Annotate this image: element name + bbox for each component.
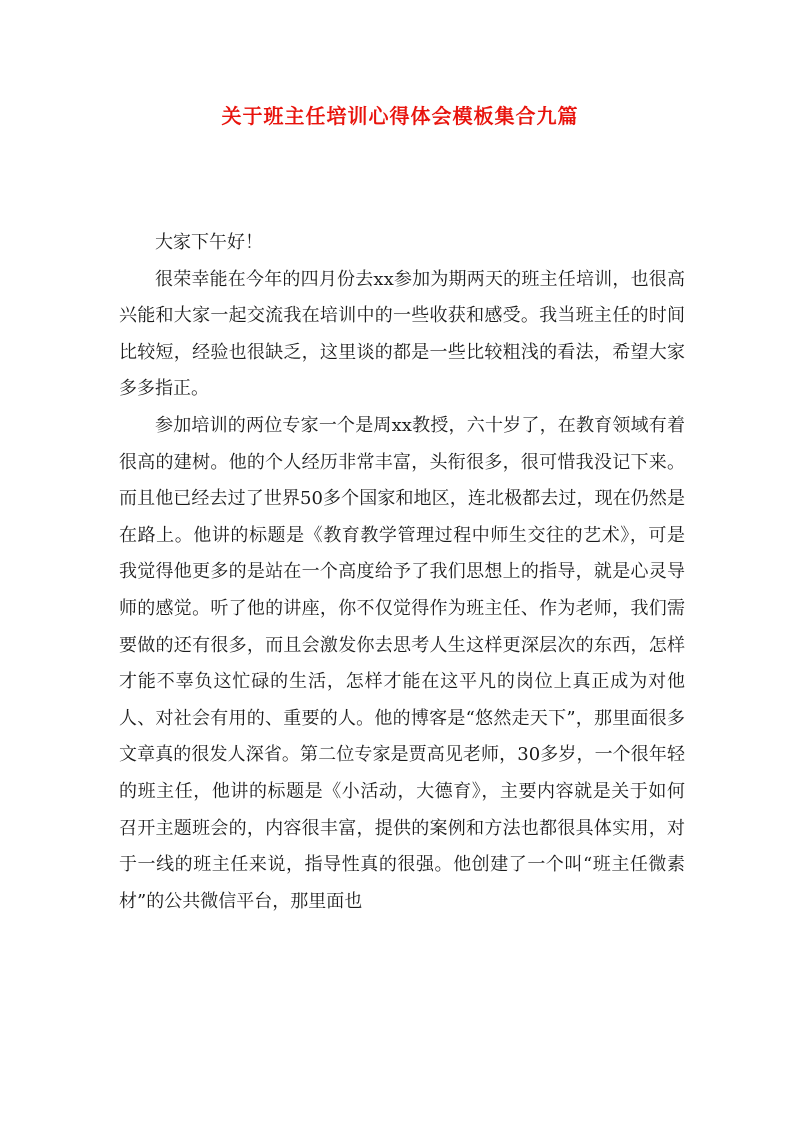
paragraph-2: 参加培训的两位专家一个是周xx教授，六十岁了，在教育领域有着很高的建树。他的个人经历非常丰富，头衔很多，很可惜我没记下来。而且他已经去过了世界50多个国家和地区，连北极都去过，现在仍然是在路上。他讲的标题是《教育教学管理过程中师生交往的艺术》，可是我觉得他更多的是站在一个高度给予了我们思想上的指导，就是心灵导师的感觉。听了他的讲座，你不仅觉得作为班主任、作为老师，我们需要做的还有很多，而且会激发你去思考人生这样更深层次的东西，怎样才能不辜负这忙碌的生活，怎样才能在这平凡的岗位上真正成为对他人、对社会有用的、重要的人。他的博客是“悠然走天下”，那里面很多文章真的很发人深省。第二位专家是贾高见老师，30多岁，一个很年轻的班主任，他讲的标题是《小活动，大德育》，主要内容就是关于如何召开主题班会的，内容很丰富，提供的案例和方法也都很具体实用，对于一线的班主任来说，指导性真的很强。他创建了一个叫“班主任微素材”的公共微信平台，那里面也 — [119, 414, 685, 912]
paragraph-1: 很荣幸能在今年的四月份去xx参加为期两天的班主任培训，也很高兴能和大家一起交流我在培训中的一些收获和感受。我当班主任的时间比较短，经验也很缺乏，这里谈的都是一些比较粗浅的看法，希望大家多多指正。 — [119, 268, 685, 400]
document-title: 关于班主任培训心得体会模板集合九篇 — [221, 104, 579, 128]
greeting-paragraph: 大家下午好！ — [155, 232, 263, 253]
document-body — [119, 225, 685, 920]
